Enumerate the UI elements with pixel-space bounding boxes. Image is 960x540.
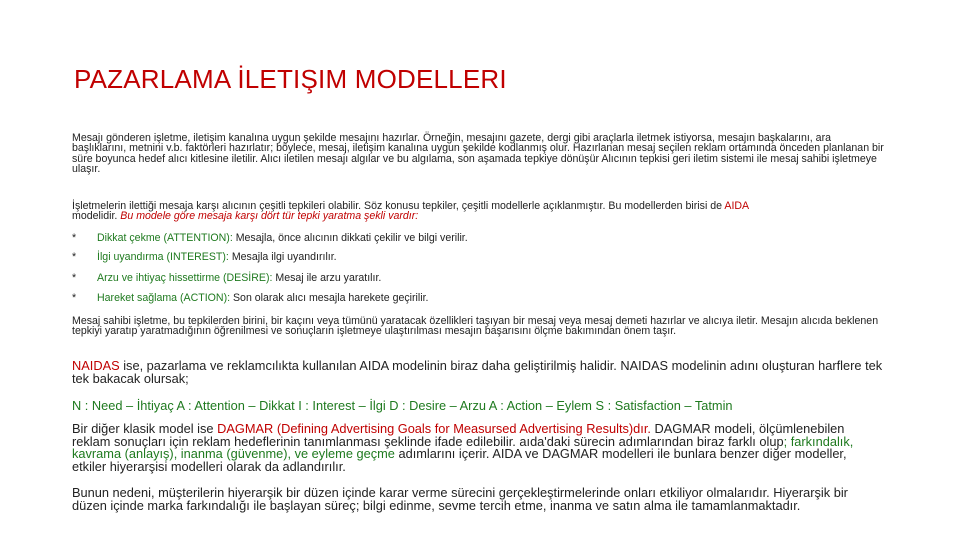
bullet-text — [97, 232, 468, 244]
bullet-head: Hareket sağlama (ACTION): — [97, 292, 231, 304]
aida-highlight: AIDA — [724, 200, 750, 212]
bullet-text — [97, 292, 428, 304]
bullet-body: Son olarak alıcı mesajla harekete geçirilir. — [230, 292, 429, 304]
naidas-text: ise, pazarlama ve reklamcılıkta kullanılan AIDA modelinin biraz daha geliştirilmiş halidir. NAIDAS modelinin adını oluşturan harflere tek tek bakacak olursak; — [72, 358, 883, 386]
dagmar-steps: ; farkındalık, kavrama (anlayış), inanma (güvenme), ve eyleme geçme — [72, 433, 854, 462]
bullet-head: İlgi uyandırma (INTEREST): — [97, 251, 229, 263]
dagmar-text-b: DAGMAR modeli, ölçümlenebilen reklam sonuçları için reklam hedeflerinin tanımlanması şeklinde ifade edilebilir. aıda'daki sürecin adımlarından biraz farklı olup — [72, 421, 845, 449]
slide-title: PAZARLAMA İLETIŞIM MODELLERI — [74, 64, 507, 94]
paragraph-naidas — [72, 360, 884, 385]
naidas-highlight: NAIDAS — [72, 358, 120, 373]
bullet-body: Mesajla ilgi uyandırılır. — [228, 251, 337, 263]
bullet-marker: * — [72, 251, 77, 263]
bullet-marker: * — [72, 272, 77, 284]
naidas-letters: N : Need – İhtiyaç A : Attention – Dikkat I : Interest – İlgi D : Desire – Arzu A : Action – Eylem S : Satisfaction – Tatmin — [72, 398, 733, 413]
aida-intro-text: İşletmelerin ilettiği mesaja karşı alıcının çeşitli tepkileri olabilir. Söz konusu tepkiler, çeşitli modellerle açıklanmıştır. Bu modellerden birisi de — [72, 200, 725, 212]
bullet-text — [97, 272, 381, 284]
bullet-marker: * — [72, 292, 77, 304]
bullet-body: Mesajla, önce alıcının dikkati çekilir ve bilgi verilir. — [232, 232, 468, 244]
bullet-head: Dikkat çekme (ATTENTION): — [97, 232, 233, 244]
paragraph-dagmar — [72, 423, 884, 473]
paragraph-measurement: Mesaj sahibi işletme, bu tepkilerden birini, bir kaçını veya tümünü yaratacak özellikleri taşıyan bir mesaj veya mesaj demeti hazırlar ve alıcıya iletir. Mesajın alıcıda beklenen tepkiyi yaratıp yaratmadığının öğrenilmesi ve sonuçların işletmeye ulaştırılması mesajın başarısını ölçme bakımından önem taşır. — [72, 315, 879, 338]
dagmar-text-a: Bir diğer klasik model ise — [72, 421, 218, 436]
dagmar-highlight: DAGMAR (Defining Advertising Goals for Measursed Advertising Results)dır. — [217, 421, 651, 436]
paragraph-sender: Mesajı gönderen işletme, iletişim kanalına uygun şekilde mesajını hazırlar. Örneğin, mesajını gazete, dergi gibi araçlarla iletmek istiyorsa, mesajın başkalarını, ara başlıklarını, metnini v.b. faktörleri hazırlatır; böylece, mesaj, iletişim kanalına uygun şekilde kodlanmış olur. Hazırlanan mesaj seçilen reklam ortamında önceden planlanan bir süre boyunca hedef alıcı kitlesine iletilir. Alıcı iletilen mesajı algılar ve bu algılama, son aşamada tepkiye dönüşür Alıcının tepkisi geri iletim sistemi ile mesaj sahibi işletmeye ulaşır. — [72, 132, 884, 176]
bullet-marker: * — [72, 232, 77, 244]
paragraph-aida-intro — [72, 201, 884, 222]
bullet-text — [97, 251, 337, 263]
dagmar-text-c: adımlarını içerir. AIDA ve DAGMAR modelleri ile bunlara benzer diğer modeller, etkiler hiyerarşisi modelleri olarak da adlandırılır. — [72, 446, 847, 474]
paragraph-hierarchy: Bunun nedeni, müşterilerin hiyerarşik bir düzen içinde karar verme sürecini gerçekleştirmelerinde onları etkiliyor olmalarıdır. Hiyerarşik bir düzen içinde marka farkındalığı ile başlayan süreç; bilgi edinme, sevme tercih etme, inanma ve satın alma ile tamamlanmaktadır. — [72, 485, 848, 513]
aida-italic-note: Bu modele göre mesaja karşı dört tür tepki yaratma şekli vardır: — [117, 210, 419, 223]
bullet-head: Arzu ve ihtiyaç hissettirme (DESİRE): — [97, 272, 273, 284]
bullet-body: Mesaj ile arzu yaratılır. — [272, 272, 382, 284]
aida-model-text: modelidir. — [72, 210, 118, 223]
